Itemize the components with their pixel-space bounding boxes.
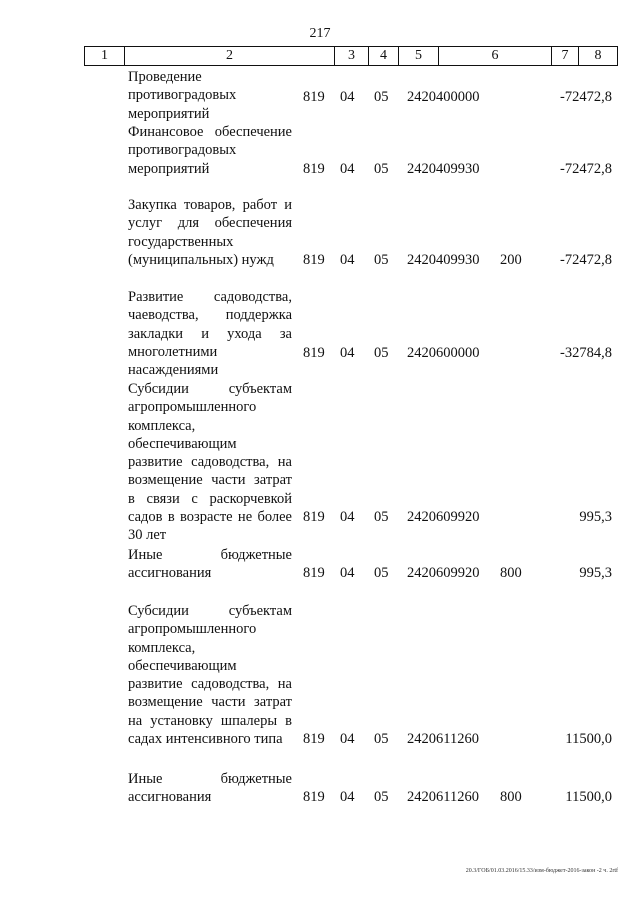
row-admin-code: 819 xyxy=(303,345,325,361)
row-amount: 11500,0 xyxy=(565,731,612,747)
row-subsection: 05 xyxy=(374,161,389,177)
row-admin-code: 819 xyxy=(303,252,325,268)
table-header xyxy=(84,46,618,66)
row-target-code: 2420609920 xyxy=(407,565,480,581)
row-admin-code: 819 xyxy=(303,731,325,747)
row-description: Иные бюджетные ассигнования xyxy=(128,547,292,582)
row-section: 04 xyxy=(340,89,355,105)
row-amount: -72472,8 xyxy=(560,89,612,105)
row-expense-type: 800 xyxy=(500,565,522,581)
header-col-5: 5 xyxy=(399,47,439,65)
row-expense-type: 800 xyxy=(500,789,522,805)
row-target-code: 2420400000 xyxy=(407,89,480,105)
row-target-code: 2420409930 xyxy=(407,161,480,177)
row-admin-code: 819 xyxy=(303,509,325,525)
header-col-8: 8 xyxy=(594,48,602,63)
row-admin-code: 819 xyxy=(303,789,325,805)
row-subsection: 05 xyxy=(374,789,389,805)
row-admin-code: 819 xyxy=(303,89,325,105)
row-target-code: 2420611260 xyxy=(407,789,479,805)
row-section: 04 xyxy=(340,731,355,747)
row-description: Иные бюджетные ассигнования xyxy=(128,771,292,806)
header-col-4: 4 xyxy=(369,47,399,65)
row-description: Субсидии субъектам агропромышленного комплекса, обеспечивающим развитие садоводства, на возмещение части затрат в связи с раскорчевкой садов в возрасте не более 30 лет xyxy=(128,381,292,544)
row-section: 04 xyxy=(340,789,355,805)
header-col-6: 6 xyxy=(439,47,552,65)
row-amount: 11500,0 xyxy=(565,789,612,805)
row-subsection: 05 xyxy=(374,345,389,361)
row-amount: -32784,8 xyxy=(560,345,612,361)
row-description: Проведение противоградовых мероприятий xyxy=(128,69,237,122)
header-col-3: 3 xyxy=(335,47,369,65)
row-section: 04 xyxy=(340,509,355,525)
header-col-7: 7 xyxy=(552,47,579,65)
header-col-2: 2 xyxy=(125,47,335,65)
row-description: Финансовое обеспечение противоградовых мероприятий xyxy=(128,124,292,177)
row-admin-code: 819 xyxy=(303,565,325,581)
row-amount: 995,3 xyxy=(579,565,612,581)
row-subsection: 05 xyxy=(374,565,389,581)
row-target-code: 2420611260 xyxy=(407,731,479,747)
row-section: 04 xyxy=(340,252,355,268)
row-amount: 995,3 xyxy=(579,509,612,525)
row-subsection: 05 xyxy=(374,731,389,747)
document-footer: 20.3/ГОБ/01.03.2016/15.33/изм-бюджет-2016-закон -2 ч. 2rtf xyxy=(465,868,618,874)
row-description: Закупка товаров, работ и услуг для обеспечения государственных (муниципальных) нужд xyxy=(128,197,292,268)
row-amount: -72472,8 xyxy=(560,161,612,177)
header-col-1: 1 xyxy=(85,47,125,65)
row-description: Субсидии субъектам агропромышленного комплекса, обеспечивающим развитие садоводства, на возмещение части затрат на установку шпалеры в садах интенсивного типа xyxy=(128,603,292,748)
row-target-code: 2420409930 xyxy=(407,252,480,268)
row-admin-code: 819 xyxy=(303,161,325,177)
row-expense-type: 200 xyxy=(500,252,522,268)
row-description: Развитие садоводства, чаеводства, поддержка закладки и ухода за многолетними насаждениями xyxy=(128,289,292,379)
row-target-code: 2420609920 xyxy=(407,509,480,525)
row-subsection: 05 xyxy=(374,509,389,525)
row-target-code: 2420600000 xyxy=(407,345,480,361)
row-section: 04 xyxy=(340,345,355,361)
row-subsection: 05 xyxy=(374,252,389,268)
row-section: 04 xyxy=(340,161,355,177)
row-amount: -72472,8 xyxy=(560,252,612,268)
row-subsection: 05 xyxy=(374,89,389,105)
page-number: 217 xyxy=(309,26,331,41)
row-section: 04 xyxy=(340,565,355,581)
